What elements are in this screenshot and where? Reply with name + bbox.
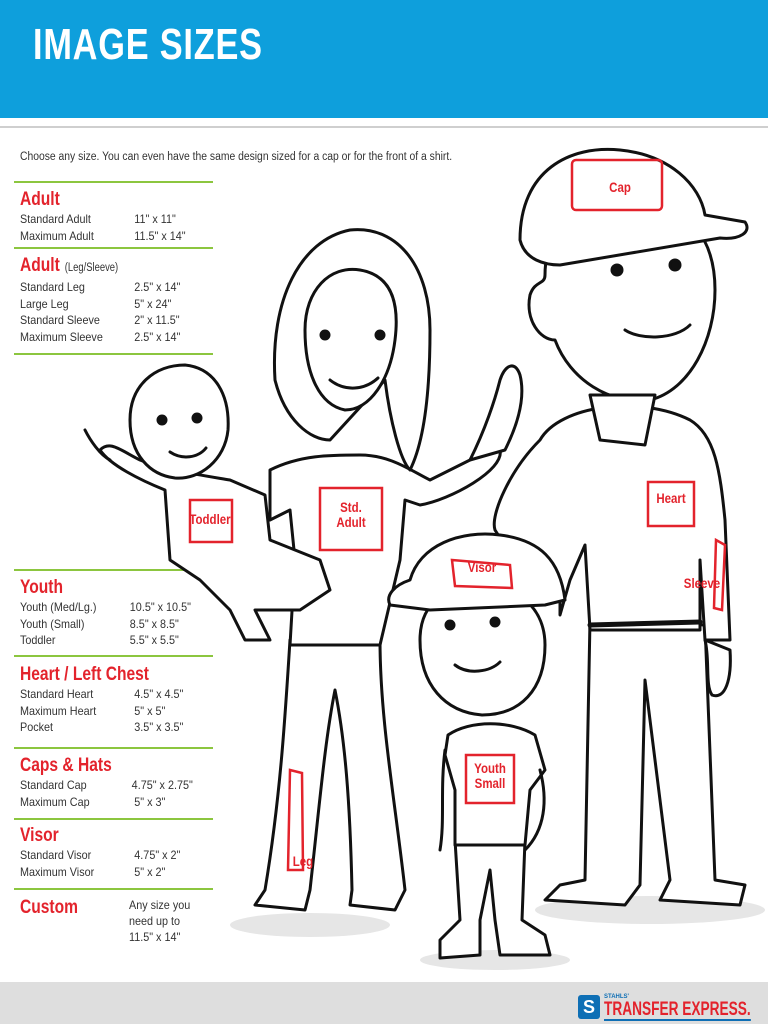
size-value: 2" x 11.5"	[134, 313, 180, 327]
label-std-adult: Std. Adult	[336, 499, 366, 530]
logo-mark-icon: S	[578, 995, 600, 1019]
section-title-visor: Visor	[20, 825, 59, 846]
size-label: Standard Adult	[20, 212, 91, 226]
size-value: 3.5" x 3.5"	[134, 720, 184, 734]
size-value: 8.5" x 8.5"	[129, 616, 179, 631]
section-title-text: Adult	[20, 255, 60, 276]
size-label: Maximum Heart	[20, 703, 97, 718]
size-value: 4.75" x 2.75"	[131, 778, 193, 792]
size-value: 11" x 11"	[134, 212, 176, 226]
size-value: 4.75" x 2"	[134, 848, 181, 862]
label-sleeve: Sleeve	[683, 575, 721, 591]
size-label: Maximum Sleeve	[20, 329, 103, 344]
intro-text: Choose any size. You can even have the same design sized for a cap or for the front of a shirt.	[20, 151, 453, 163]
size-label: Standard Cap	[20, 778, 87, 792]
size-label: Large Leg	[20, 296, 69, 311]
logo-small-text: STAHLS'	[604, 993, 629, 1000]
size-value: 2.5" x 14"	[134, 329, 181, 344]
size-value: 5" x 5"	[134, 703, 166, 718]
section-title-heart: Heart / Left Chest	[20, 664, 149, 685]
size-label: Standard Sleeve	[20, 313, 100, 327]
size-value: 4.5" x 4.5"	[134, 687, 184, 701]
section-subtitle: (Leg/Sleeve)	[64, 262, 119, 274]
section-title-youth: Youth	[20, 577, 63, 598]
section-title-custom: Custom	[20, 897, 79, 918]
size-value: 5" x 2"	[134, 864, 166, 879]
size-value: 11.5" x 14"	[134, 228, 186, 243]
man-figure	[494, 149, 747, 905]
section-title-caps: Caps & Hats	[20, 755, 112, 776]
size-value: 2.5" x 14"	[134, 280, 181, 294]
size-value: 5" x 3"	[134, 794, 166, 809]
size-label: Maximum Visor	[20, 864, 95, 879]
boy-figure	[389, 534, 565, 958]
size-value: 10.5" x 10.5"	[129, 600, 191, 614]
label-cap: Cap	[609, 179, 631, 195]
size-label: Youth (Med/Lg.)	[20, 600, 97, 614]
page-title: IMAGE SIZES	[33, 20, 263, 69]
logo-main-text: TRANSFER EXPRESS.	[604, 998, 751, 1020]
brand-logo	[578, 993, 768, 1021]
label-toddler: Toddler	[189, 511, 231, 527]
section-title-adult: Adult	[20, 189, 60, 210]
size-value: 5" x 24"	[134, 296, 172, 311]
size-label: Youth (Small)	[20, 616, 85, 631]
size-label: Pocket	[20, 720, 54, 734]
size-label: Standard Visor	[20, 848, 92, 862]
label-leg: Leg	[292, 853, 314, 869]
size-label: Toddler	[20, 633, 56, 647]
size-label: Maximum Adult	[20, 228, 94, 243]
ground-shadow	[230, 913, 390, 937]
size-label: Standard Leg	[20, 280, 85, 294]
custom-size-text: Any size you need up to 11.5" x 14"	[128, 898, 190, 944]
label-visor: Visor	[467, 559, 497, 575]
label-heart: Heart	[656, 490, 686, 506]
size-value: 5.5" x 5.5"	[129, 633, 179, 647]
size-label: Maximum Cap	[20, 794, 90, 809]
label-youth-small: Youth Small	[474, 760, 506, 791]
size-label: Standard Heart	[20, 687, 94, 701]
